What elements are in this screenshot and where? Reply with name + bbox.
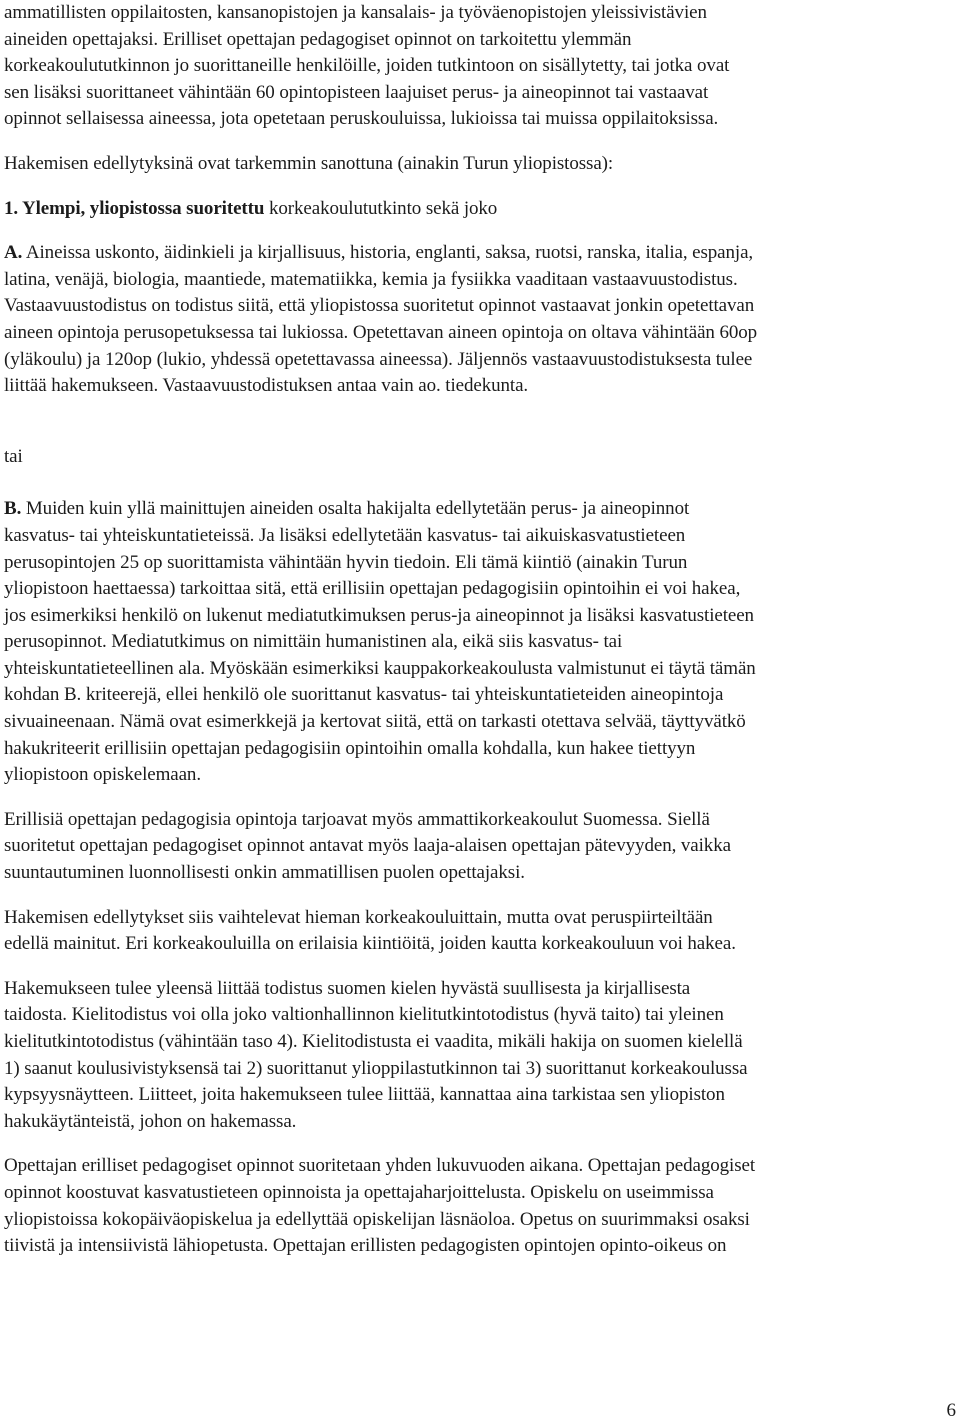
requirement-1-heading: 1. Ylempi, yliopistossa suoritettu — [4, 197, 265, 219]
variance-paragraph: Hakemisen edellytykset siis vaihtelevat hieman korkeakouluittain, mutta ovat peruspiirteiltään edellä mainitut. Eri korkeakouluilla on erilaisia kiintiöitä, joiden kautta korkeakouluun voi hakea. — [4, 906, 736, 955]
requirements-intro: Hakemisen edellytyksinä ovat tarkemmin sanottuna (ainakin Turun yliopistossa): — [4, 152, 614, 174]
intro-paragraph: ammatillisten oppilaitosten, kansanopistojen ja kansalais- ja työväenopistojen yleissivistävien aineiden opettajaksi. Erilliset opettajan pedagogiset opinnot on tarkoitettu ylemmän korkeakoulututkinnon jo suorittaneille henkilöille, joiden tutkintoon on sisällytetty, tai jotka ovat sen lisäksi suorittaneet vähintään 60 opintopisteen laajuiset perus- ja aineopinnot tai vastaavat opinnot sellaisessa aineessa, jota opetetaan peruskouluissa, lukioissa tai muissa oppilaitoksissa. — [4, 2, 730, 130]
spacer — [4, 789, 958, 807]
spacer — [4, 133, 958, 151]
spacer — [4, 958, 958, 976]
option-b-text: Muiden kuin yllä mainittujen aineiden osalta hakijalta edellytetään perus- ja aineopinnot kasvatus- tai yhteiskuntatieteissä. Ja lisäksi edellytetään kasvatus- tai aikuiskasvatustieteen perusopintojen 25 op suorittamista vähintään hyvin tiedoin. Eli tämä kiintiö (ainakin Turun yliopistoon haettaessa) tarkoittaa sitä, että erillisiin opettajan pedagogisiin opintoihin ei voi hakea, jos esimerkiksi henkilö on lukenut mediatutkimuksen perus-ja aineopinnot ja lisäksi kasvatustieteen perusopinnot. Mediatutkimus on nimittäin humanistinen ala, eikä siis kasvatus- tai yhteiskuntatieteellinen ala. Myöskään esimerkiksi kauppakorkeakoulusta valmistunut ei täytä tämän kohdan B. kriteerejä, ellei henkilö ole suorittanut kasvatus- tai yhteiskuntatieteiden aineopintoja sivuaineenaan. Nämä ovat esimerkkejä ja kertovat siitä, että on tarkasti otettava selvää, täyttyvätkö hakukriteerit erillisiin opettajan pedagogisiin opintoihin omalla kohdalla, kun hakee tiettyyn yliopistoon opiskelemaan. — [4, 498, 756, 786]
page-number: 6 — [946, 1400, 956, 1421]
or-label: tai — [4, 445, 23, 467]
option-b-label: B. — [4, 498, 22, 520]
requirement-1 — [4, 196, 958, 223]
option-b-paragraph — [4, 496, 958, 789]
option-a-paragraph — [4, 240, 958, 400]
document-page — [4, 0, 958, 1260]
amk-paragraph: Erillisiä opettajan pedagogisia opintoja tarjoavat myös ammattikorkeakoulut Suomessa. Siellä suoritetut opettajan pedagogiset opinnot antavat myös laaja-alaisen opettajan pätevyyden, vaikka suuntautuminen luonnollisesti onkin ammatillisen puolen opettajaksi. — [4, 808, 731, 884]
requirement-1-text: korkeakoulututkinto sekä joko — [264, 197, 498, 219]
spacer — [4, 222, 958, 240]
option-a-label: A. — [4, 242, 23, 264]
duration-paragraph: Opettajan erilliset pedagogiset opinnot suoritetaan yhden lukuvuoden aikana. Opettajan pedagogiset opinnot koostuvat kasvatustieteen opinnoista ja opettajaharjoittelusta. Opiskelu on useimmissa yliopistoissa kokopäiväopiskelua ja edellyttää opiskelijan läsnäoloa. Opetus on suurimmaksi osaksi tiivistä ja intensiivistä lähiopetusta. Opettajan erillisten pedagogisten opintojen opinto-oikeus on — [4, 1155, 756, 1257]
spacer — [4, 178, 958, 196]
option-a-text: Aineissa uskonto, äidinkieli ja kirjallisuus, historia, englanti, saksa, ruotsi, ranska, italia, espanja, latina, venäjä, biologia, maantiede, matematiikka, kemia ja fysiikka vaaditaan vastaavuustodistus. Vastaavuustodistus on todistus siitä, että yliopistossa suoritetut opinnot vastaavat jonkin opetettavan aineen opintoja perusopetuksessa tai lukiossa. Opetettavan aineen opintoja on oltava vähintään 60op (yläkoulu) ja 120op (lukio, yhdessä opetettavassa aineessa). Jäljennös vastaavuustodistuksesta tulee liittää hakemukseen. Vastaavuustodistuksen antaa vain ao. tiedekunta. — [4, 242, 758, 397]
language-paragraph: Hakemukseen tulee yleensä liittää todistus suomen kielen hyvästä suullisesta ja kirjallisesta taidosta. Kielitodistus voi olla joko valtionhallinnon kielitutkintotodistus (hyvä taito) tai yleinen kielitutkintotodistus (vähintään taso 4). Kielitodistusta ei vaadita, mikäli hakija on suomen kielellä 1) saanut koulusivistyksensä tai 2) suorittanut ylioppilastutkinnon tai 3) suorittanut korkeakoulussa kypsyysnäytteen. Liitteet, joita hakemukseen tulee liittää, kannattaa aina tarkistaa sen yliopiston hakukäytänteistä, johon on hakemassa. — [4, 977, 748, 1132]
spacer — [4, 400, 958, 444]
spacer — [4, 1135, 958, 1153]
spacer — [4, 470, 958, 496]
spacer — [4, 887, 958, 905]
